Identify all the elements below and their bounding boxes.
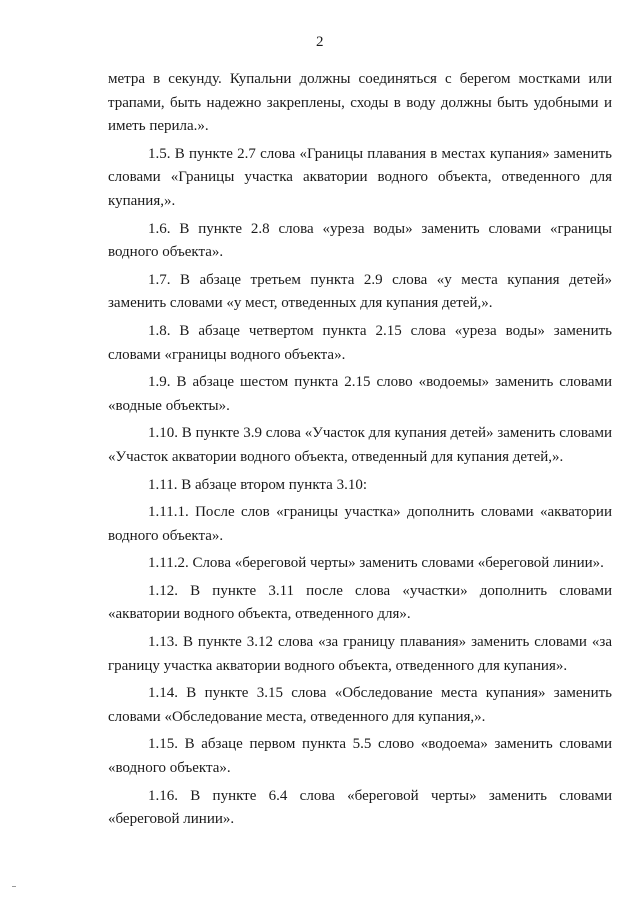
paragraph-1-11-2: 1.11.2. Слова «береговой черты» заменить словами «береговой линии».: [148, 555, 604, 572]
paragraph-1-9: 1.9. В абзаце шестом пункта 2.15 слово «водоемы» заменить словами «водные объекты».: [108, 374, 612, 414]
paragraph-continuation: метра в секунду. Купальни должны соединяться с берегом мостками или трапами, быть надежно закреплены, сходы в воду должны быть удобными и иметь перила.».: [108, 71, 612, 135]
paragraph-1-6: 1.6. В пункте 2.8 слова «уреза воды» заменить словами «границы водного объекта».: [108, 220, 612, 261]
paragraph-1-7: 1.7. В абзаце третьем пункта 2.9 слова «у места купания детей» заменить словами «у мест, отведенных для купания детей,».: [108, 271, 612, 312]
paragraph-1-12: 1.12. В пункте 3.11 после слова «участки» дополнить словами «акватории водного объекта, отведенного для».: [108, 582, 612, 623]
paragraph-1-11-1: 1.11.1. После слов «границы участка» дополнить словами «акватории водного объекта».: [108, 504, 612, 544]
paragraph-1-11: 1.11. В абзаце втором пункта 3.10:: [148, 476, 367, 493]
paragraph-1-15: 1.15. В абзаце первом пункта 5.5 слово «водоема» заменить словами «водного объекта».: [108, 736, 612, 777]
page-number: 2: [316, 34, 324, 50]
paragraph-1-8: 1.8. В абзаце четвертом пункта 2.15 слова «уреза воды» заменить словами «границы водного объекта».: [108, 322, 612, 363]
paragraph-1-10: 1.10. В пункте 3.9 слова «Участок для купания детей» заменить словами «Участок акватории водного объекта, отведенный для купания детей,».: [108, 425, 612, 465]
paragraph-1-14: 1.14. В пункте 3.15 слова «Обследование места купания» заменить словами «Обследование места, отведенного для купания,».: [108, 685, 612, 725]
paragraph-1-16: 1.16. В пункте 6.4 слова «береговой черты» заменить словами «береговой линии».: [108, 787, 612, 828]
scan-artifact: [12, 886, 16, 887]
paragraph-1-13: 1.13. В пункте 3.12 слова «за границу плавания» заменить словами «за границу участка акватории водного объекта, отведенного для купания».: [108, 634, 612, 674]
document-body: [108, 68, 612, 836]
paragraph-1-5: 1.5. В пункте 2.7 слова «Границы плавания в местах купания» заменить словами «Границы участка акватории водного объекта, отведенного для купания,».: [108, 145, 612, 209]
